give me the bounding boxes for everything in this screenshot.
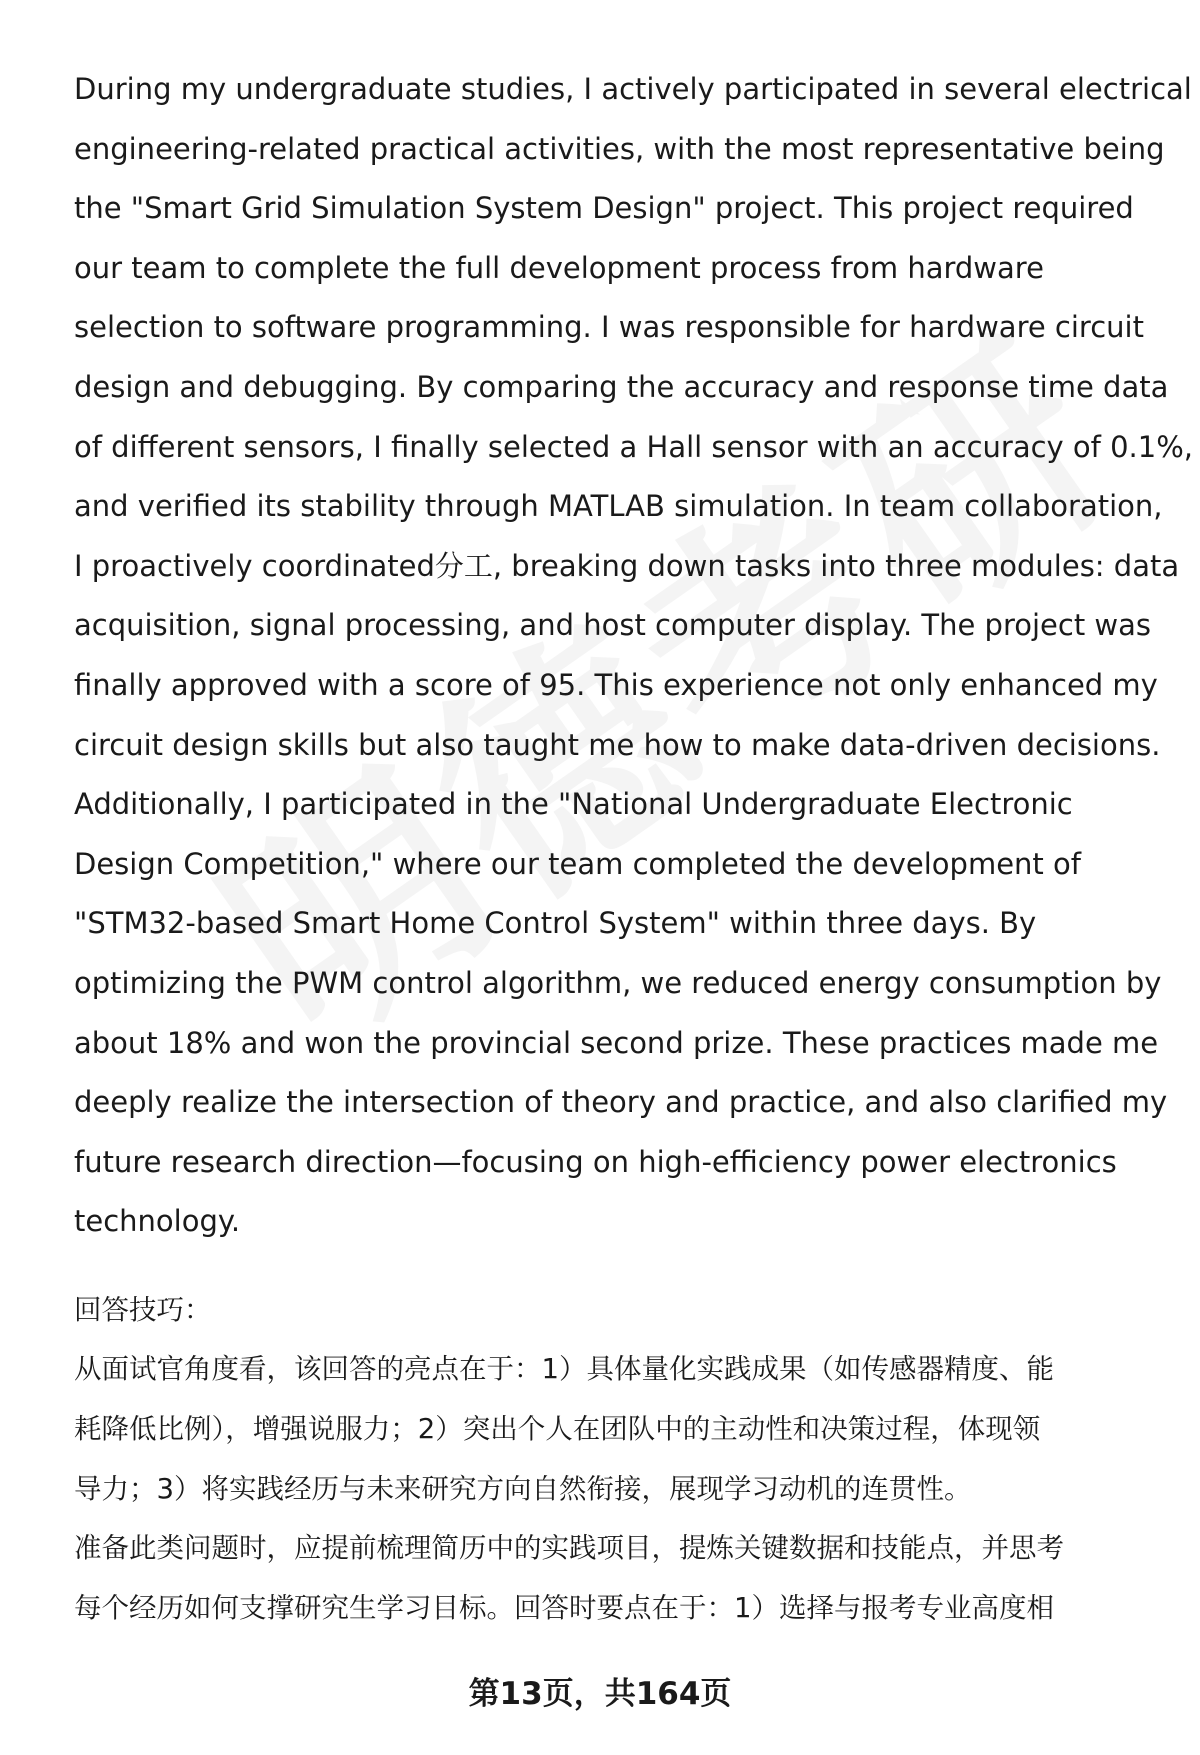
- answer-line: the "Smart Grid Simulation System Design" project. This project required: [74, 191, 1134, 226]
- tips-line: 导力；3）将实践经历与未来研究方向自然衔接，展现学习动机的连贯性。: [74, 1472, 972, 1505]
- answer-line: finally approved with a score of 95. This experience not only enhanced my: [74, 667, 1158, 702]
- answer-line: I proactively coordinated分工, breaking down tasks into three modules: data: [74, 548, 1180, 583]
- answer-paragraph: [74, 60, 1193, 1252]
- answer-line: deeply realize the intersection of theory and practice, and also clarified my: [74, 1085, 1168, 1120]
- tips-line: 每个经历如何支撑研究生学习目标。回答时要点在于：1）选择与报考专业高度相: [74, 1591, 1054, 1624]
- answer-tips-section: [74, 1281, 1160, 1639]
- answer-line: design and debugging. By comparing the accuracy and response time data: [74, 369, 1169, 404]
- answer-line: future research direction—focusing on high-efficiency power electronics: [74, 1144, 1117, 1179]
- tips-heading: 回答技巧：: [74, 1293, 212, 1326]
- tips-line: 准备此类问题时，应提前梳理简历中的实践项目，提炼关键数据和技能点，并思考: [74, 1532, 1064, 1565]
- answer-line: and verified its stability through MATLAB simulation. In team collaboration,: [74, 489, 1163, 524]
- answer-line: of different sensors, I finally selected a Hall sensor with an accuracy of 0.1%,: [74, 429, 1193, 464]
- answer-line: acquisition, signal processing, and host computer display. The project was: [74, 608, 1152, 643]
- page-number-footer: 第13页，共164页: [468, 1676, 732, 1712]
- page-content: [74, 60, 1193, 1638]
- answer-line: Additionally, I participated in the "National Undergraduate Electronic: [74, 787, 1073, 822]
- tips-line: 从面试官角度看，该回答的亮点在于：1）具体量化实践成果（如传感器精度、能: [74, 1353, 1054, 1386]
- answer-line: about 18% and won the provincial second prize. These practices made me: [74, 1025, 1159, 1060]
- answer-line: During my undergraduate studies, I actively participated in several electrical: [74, 72, 1192, 106]
- answer-line: optimizing the PWM control algorithm, we reduced energy consumption by: [74, 965, 1162, 1000]
- answer-line: engineering-related practical activities, with the most representative being: [74, 131, 1165, 166]
- answer-line: circuit design skills but also taught me how to make data-driven decisions.: [74, 727, 1161, 762]
- answer-line: "STM32-based Smart Home Control System" within three days. By: [74, 906, 1037, 941]
- tips-line: 耗降低比例），增强说服力；2）突出个人在团队中的主动性和决策过程，体现领: [74, 1413, 1041, 1446]
- answer-line: selection to software programming. I was responsible for hardware circuit: [74, 310, 1144, 345]
- answer-line: our team to complete the full development process from hardware: [74, 250, 1044, 285]
- answer-line: technology.: [74, 1204, 241, 1239]
- answer-line: Design Competition," where our team completed the development of: [74, 846, 1081, 881]
